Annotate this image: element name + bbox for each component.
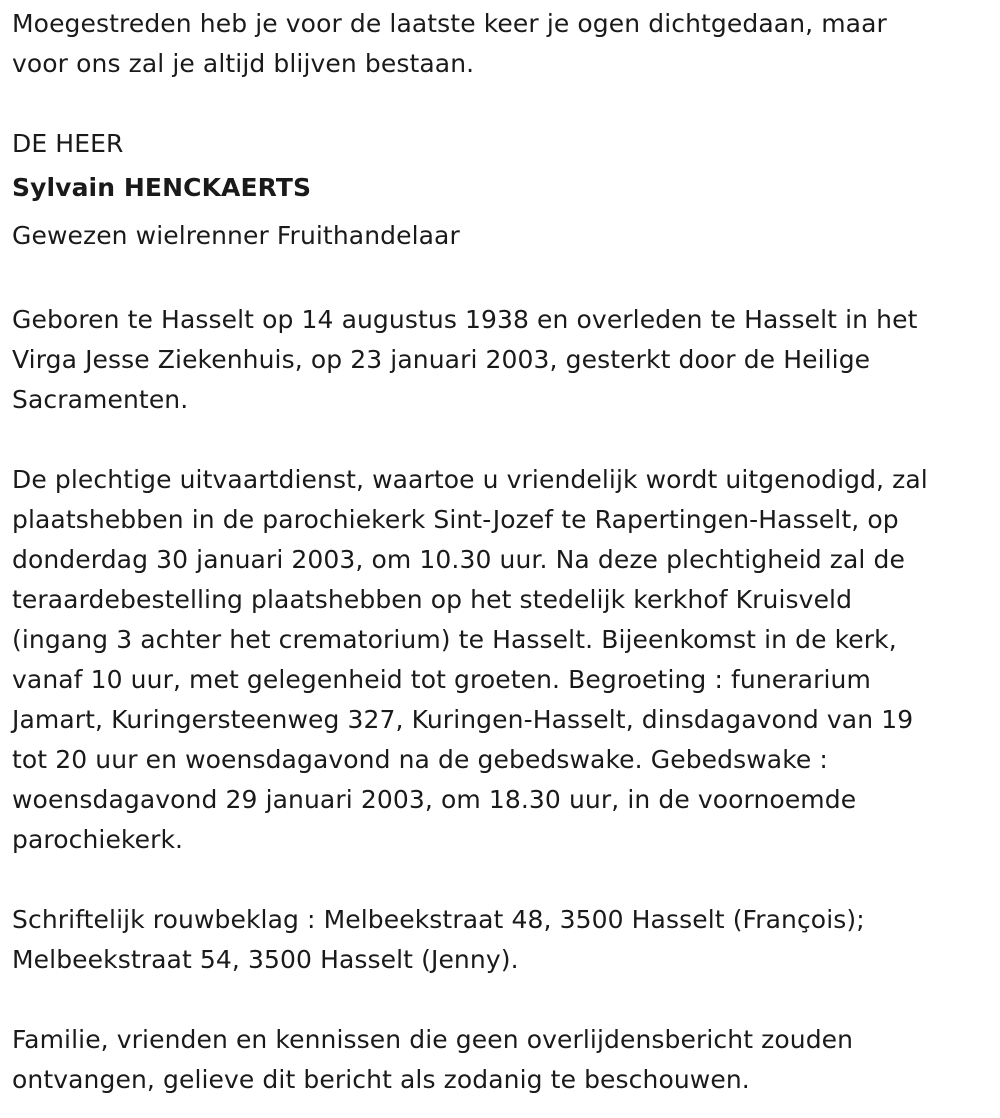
- profession: Gewezen wielrenner Fruithandelaar: [12, 221, 460, 250]
- paragraph-line: Schriftelijk rouwbeklag : Melbeekstraat 48, 3500 Hasselt (François);: [12, 905, 865, 934]
- spacer: [12, 980, 987, 1020]
- paragraph-line: tot 20 uur en woensdagavond na de gebedswake. Gebedswake :: [12, 745, 828, 774]
- paragraph-line: Jamart, Kuringersteenweg 327, Kuringen-Hasselt, dinsdagavond van 19: [12, 705, 914, 734]
- condolences-paragraph: [12, 900, 987, 980]
- closing-paragraph: [12, 1020, 987, 1100]
- spacer: [12, 420, 987, 460]
- paragraph-line: plaatshebben in de parochiekerk Sint-Jozef te Rapertingen-Hasselt, op: [12, 505, 899, 534]
- paragraph-line: woensdagavond 29 januari 2003, om 18.30 uur, in de voornoemde: [12, 785, 857, 814]
- paragraph-line: parochiekerk.: [12, 825, 184, 854]
- deceased-name: Sylvain HENCKAERTS: [12, 173, 312, 202]
- spacer: [12, 84, 987, 124]
- paragraph-line: Geboren te Hasselt op 14 augustus 1938 en overleden te Hasselt in het: [12, 305, 918, 334]
- paragraph-line: Virga Jesse Ziekenhuis, op 23 januari 2003, gesterkt door de Heilige: [12, 345, 871, 374]
- spacer: [12, 260, 987, 300]
- paragraph-line: Sacramenten.: [12, 385, 189, 414]
- honorific: DE HEER: [12, 129, 124, 158]
- paragraph-line: vanaf 10 uur, met gelegenheid tot groeten. Begroeting : funerarium: [12, 665, 871, 694]
- epigraph-line: voor ons zal je altijd blijven bestaan.: [12, 49, 475, 78]
- birth-death-paragraph: [12, 300, 987, 420]
- paragraph-line: De plechtige uitvaartdienst, waartoe u vriendelijk wordt uitgenodigd, zal: [12, 465, 928, 494]
- paragraph-line: Melbeekstraat 54, 3500 Hasselt (Jenny).: [12, 945, 519, 974]
- paragraph-line: teraardebestelling plaatshebben op het stedelijk kerkhof Kruisveld: [12, 585, 853, 614]
- epigraph-line: Moegestreden heb je voor de laatste keer je ogen dichtgedaan, maar: [12, 9, 887, 38]
- obituary-notice: [12, 4, 987, 1100]
- paragraph-line: ontvangen, gelieve dit bericht als zodanig te beschouwen.: [12, 1065, 750, 1094]
- paragraph-line: donderdag 30 januari 2003, om 10.30 uur. Na deze plechtigheid zal de: [12, 545, 905, 574]
- funeral-service-paragraph: [12, 460, 987, 860]
- spacer: [12, 860, 987, 900]
- epigraph: [12, 4, 987, 84]
- paragraph-line: (ingang 3 achter het crematorium) te Hasselt. Bijeenkomst in de kerk,: [12, 625, 897, 654]
- paragraph-line: Familie, vrienden en kennissen die geen overlijdensbericht zouden: [12, 1025, 854, 1054]
